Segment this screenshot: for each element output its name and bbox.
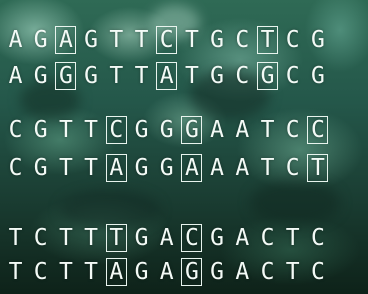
base-letter: C	[310, 225, 325, 251]
highlighted-base: A	[55, 26, 76, 54]
sequence-row-2	[0, 62, 368, 90]
base-letter: G	[159, 155, 174, 181]
base-letter: G	[210, 259, 225, 285]
highlighted-base: G	[181, 116, 202, 144]
base-letter: G	[210, 225, 225, 251]
base-letter: T	[260, 117, 275, 143]
base-letter: C	[8, 155, 23, 181]
highlighted-base: A	[106, 258, 127, 286]
sequence-row-6	[0, 258, 368, 286]
highlighted-base: A	[181, 154, 202, 182]
base-letter: G	[134, 259, 149, 285]
base-letter: T	[134, 63, 149, 89]
base-letter: A	[8, 63, 23, 89]
base-letter: G	[33, 63, 48, 89]
highlighted-base: T	[106, 224, 127, 252]
base-letter: C	[33, 259, 48, 285]
base-letter: T	[58, 117, 73, 143]
base-letter: G	[33, 155, 48, 181]
base-letter: A	[159, 259, 174, 285]
base-letter: G	[134, 225, 149, 251]
highlighted-base: G	[257, 62, 278, 90]
base-letter: T	[84, 259, 99, 285]
sequence-row-1	[0, 26, 368, 54]
highlighted-base: A	[106, 154, 127, 182]
base-letter: T	[109, 27, 124, 53]
highlighted-base: C	[106, 116, 127, 144]
base-letter: T	[84, 225, 99, 251]
base-letter: C	[285, 63, 300, 89]
base-letter: C	[33, 225, 48, 251]
base-letter: C	[285, 117, 300, 143]
base-letter: A	[210, 117, 225, 143]
base-letter: G	[84, 27, 99, 53]
base-letter: T	[8, 259, 23, 285]
highlighted-base: G	[181, 258, 202, 286]
base-letter: T	[184, 63, 199, 89]
base-letter: C	[285, 155, 300, 181]
base-letter: C	[260, 225, 275, 251]
base-letter: T	[84, 155, 99, 181]
sequence-row-4	[0, 154, 368, 182]
base-letter: T	[58, 225, 73, 251]
base-letter: G	[33, 117, 48, 143]
base-letter: A	[159, 225, 174, 251]
base-letter: T	[285, 259, 300, 285]
base-letter: T	[8, 225, 23, 251]
base-letter: T	[260, 155, 275, 181]
sequence-row-5	[0, 224, 368, 252]
base-letter: A	[235, 117, 250, 143]
highlighted-base: C	[181, 224, 202, 252]
highlighted-base: T	[257, 26, 278, 54]
base-letter: T	[109, 63, 124, 89]
base-letter: C	[235, 27, 250, 53]
highlighted-base: A	[156, 62, 177, 90]
base-letter: A	[235, 225, 250, 251]
base-letter: C	[8, 117, 23, 143]
base-letter: G	[33, 27, 48, 53]
base-letter: T	[285, 225, 300, 251]
base-letter: A	[235, 155, 250, 181]
base-letter: T	[58, 155, 73, 181]
base-letter: G	[84, 63, 99, 89]
base-letter: G	[210, 27, 225, 53]
highlighted-base: T	[307, 154, 328, 182]
base-letter: A	[235, 259, 250, 285]
base-letter: A	[210, 155, 225, 181]
base-letter: G	[310, 63, 325, 89]
base-letter: G	[134, 155, 149, 181]
base-letter: C	[235, 63, 250, 89]
sequence-row-3	[0, 116, 368, 144]
base-letter: T	[58, 259, 73, 285]
highlighted-base: G	[55, 62, 76, 90]
base-letter: T	[184, 27, 199, 53]
base-letter: G	[210, 63, 225, 89]
base-letter: C	[260, 259, 275, 285]
base-letter: T	[84, 117, 99, 143]
base-letter: G	[310, 27, 325, 53]
base-letter: A	[8, 27, 23, 53]
base-letter: G	[159, 117, 174, 143]
base-letter: C	[310, 259, 325, 285]
highlighted-base: C	[307, 116, 328, 144]
base-letter: C	[285, 27, 300, 53]
highlighted-base: C	[156, 26, 177, 54]
base-letter: T	[134, 27, 149, 53]
base-letter: G	[134, 117, 149, 143]
blurred-figure	[250, 180, 340, 225]
